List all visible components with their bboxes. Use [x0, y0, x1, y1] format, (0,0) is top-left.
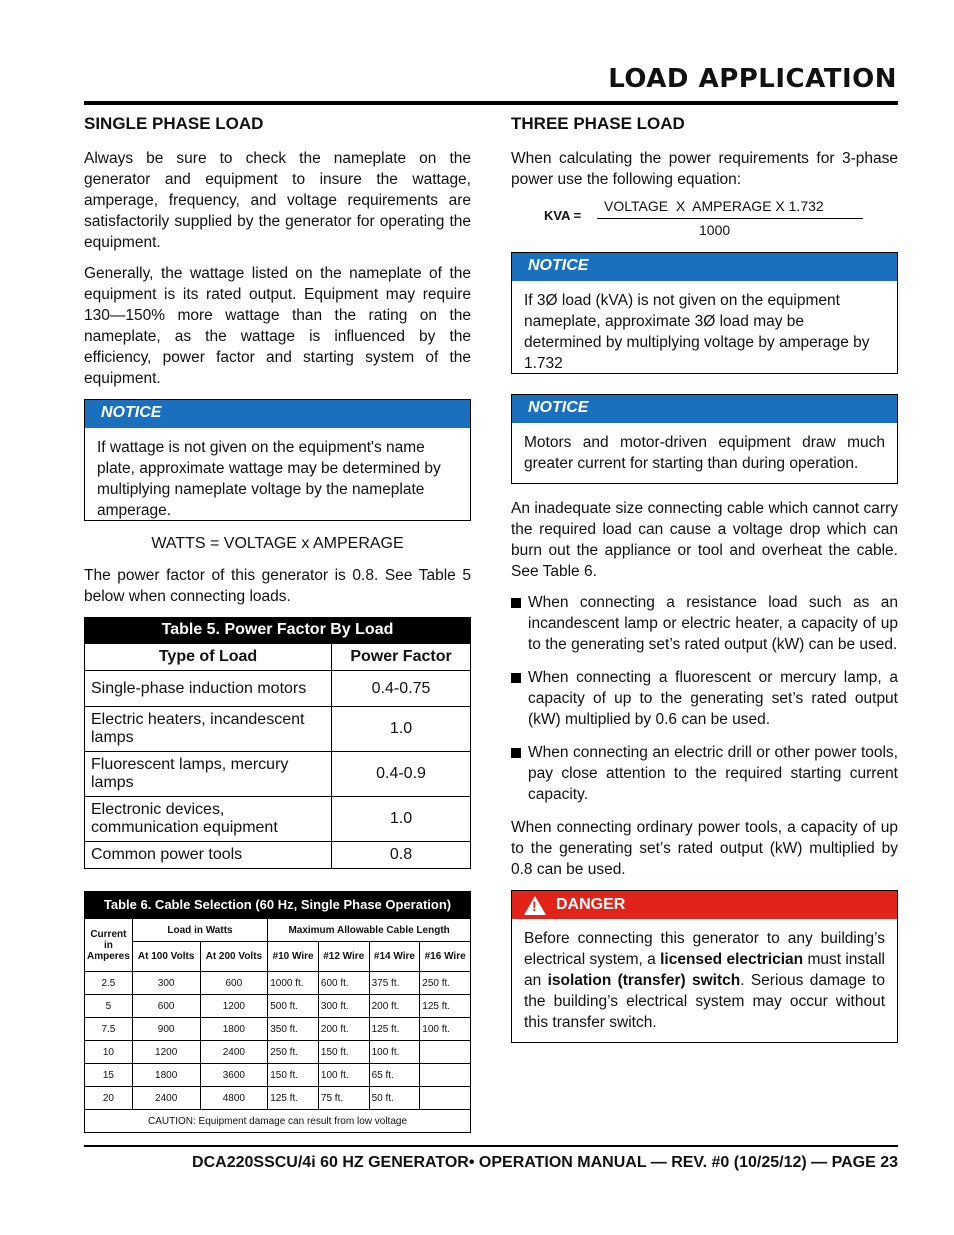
- table6-cell: 250 ft.: [268, 1041, 319, 1064]
- list-item: [511, 667, 898, 730]
- table5-cell: 1.0: [332, 707, 471, 752]
- table-row: [85, 1064, 471, 1087]
- power-tools-para: When connecting ordinary power tools, a capacity of up to the generating set’s rated output (kW) multiplied by 0.8 can be used.: [511, 819, 898, 878]
- page-title: LOAD APPLICATION: [608, 64, 897, 94]
- right-column: [511, 114, 898, 1053]
- table5-header-type: Type of Load: [85, 644, 332, 671]
- page-footer: DCA220SSCU/4i 60 HZ GENERATOR• OPERATION MANUAL — REV. #0 (10/25/12) — PAGE 23: [192, 1154, 898, 1171]
- table6-cell: 2400: [132, 1087, 200, 1110]
- table6-cell: 200 ft.: [369, 995, 420, 1018]
- notice-box-motors: [511, 394, 898, 484]
- table6-header-200v: At 200 Volts: [200, 942, 268, 972]
- table6-cell: 20: [85, 1087, 133, 1110]
- table5-cell: 0.4-0.75: [332, 671, 471, 707]
- kva-label: KVA =: [544, 208, 582, 223]
- three-phase-para-1: When calculating the power requirements for 3-phase power use the following equation:: [511, 150, 898, 188]
- table6-cell: 10: [85, 1041, 133, 1064]
- power-factor-para: The power factor of this generator is 0.8. See Table 5 below when connecting loads.: [84, 567, 471, 605]
- bullet-text: When connecting an electric drill or other power tools, pay close attention to the required starting current capacity.: [528, 744, 898, 803]
- warning-triangle-icon: !: [524, 896, 546, 915]
- notice-label: NOTICE: [512, 395, 897, 423]
- table-row: [85, 1087, 471, 1110]
- notice-label: NOTICE: [512, 253, 897, 281]
- table-row: [85, 842, 471, 869]
- table6-cell: 600 ft.: [318, 972, 369, 995]
- square-bullet-icon: [511, 673, 521, 683]
- square-bullet-icon: [511, 598, 521, 608]
- cable-para: An inadequate size connecting cable which cannot carry the required load can cause a voltage drop which can burn out the appliance or tool and overheat the cable. See Table 6.: [511, 500, 898, 580]
- table6-cell: 1200: [132, 1041, 200, 1064]
- table6-cell: 1800: [200, 1018, 268, 1041]
- bullet-text: When connecting a fluorescent or mercury lamp, a capacity of up to the generating set’s rated output (kW) multiplied by 0.6 can be used.: [528, 669, 898, 728]
- table6-cell: 200 ft.: [318, 1018, 369, 1041]
- bottom-rule: [84, 1145, 898, 1147]
- kva-denominator: 1000: [699, 222, 731, 238]
- table6-cell: 1000 ft.: [268, 972, 319, 995]
- table6-cell: 600: [132, 995, 200, 1018]
- table5-cell: 1.0: [332, 797, 471, 842]
- table6-cell: 100 ft.: [369, 1041, 420, 1064]
- table6-header-max-length: Maximum Allowable Cable Length: [268, 919, 471, 942]
- load-bullets: [511, 592, 898, 805]
- table5-cell: Fluorescent lamps, mercury lamps: [85, 752, 332, 797]
- table-cable-selection: [84, 891, 471, 1133]
- table6-caution: CAUTION: Equipment damage can result from low voltage: [85, 1110, 471, 1133]
- table6-caption: Table 6. Cable Selection (60 Hz, Single Phase Operation): [84, 891, 471, 918]
- danger-bold-switch: isolation (transfer) switch: [547, 972, 741, 989]
- single-phase-heading: SINGLE PHASE LOAD: [84, 114, 264, 133]
- list-item: [511, 592, 898, 655]
- table6-cell: 3600: [200, 1064, 268, 1087]
- notice-text: If wattage is not given on the equipment's name plate, approximate wattage may be determined by multiplying nameplate voltage by the nameplate amperage.: [97, 439, 441, 519]
- table6-header-load: Load in Watts: [132, 919, 267, 942]
- table6-cell: [420, 1087, 471, 1110]
- table6-cell: [420, 1064, 471, 1087]
- fraction-line: [597, 218, 863, 219]
- notice-box-wattage: [84, 399, 471, 521]
- table6-cell: 2400: [200, 1041, 268, 1064]
- left-column: [84, 114, 471, 1133]
- table6-cell: 15: [85, 1064, 133, 1087]
- table6-header-current: Current in Amperes: [85, 919, 133, 972]
- table5-cell: Electronic devices, communication equipment: [85, 797, 332, 842]
- danger-bold-electrician: licensed electrician: [660, 951, 804, 968]
- table6-cell: 125 ft.: [369, 1018, 420, 1041]
- table6-cell: 150 ft.: [268, 1064, 319, 1087]
- table5-header-pf: Power Factor: [332, 644, 471, 671]
- table-row: [85, 995, 471, 1018]
- table6-cell: 50 ft.: [369, 1087, 420, 1110]
- table-power-factor: [84, 617, 471, 869]
- table-row: [85, 752, 471, 797]
- table6-cell: 2.5: [85, 972, 133, 995]
- table6-cell: 5: [85, 995, 133, 1018]
- table6-cell: 7.5: [85, 1018, 133, 1041]
- table6-body: [85, 972, 471, 1110]
- table6-cell: 1200: [200, 995, 268, 1018]
- kva-formula: [511, 200, 898, 244]
- table-row: [85, 797, 471, 842]
- table-row: [85, 671, 471, 707]
- table-row: [85, 1018, 471, 1041]
- danger-label: DANGER: [556, 896, 626, 913]
- table6-cell: 1800: [132, 1064, 200, 1087]
- table6-header-w10: #10 Wire: [268, 942, 319, 972]
- bullet-text: When connecting a resistance load such as an incandescent lamp or electric heater, a capacity of up to the generating set’s rated output (kW) can be used.: [528, 594, 898, 653]
- watts-equation: WATTS = VOLTAGE x AMPERAGE: [151, 535, 404, 552]
- table6-cell: 75 ft.: [318, 1087, 369, 1110]
- table6-cell: 300 ft.: [318, 995, 369, 1018]
- table5-cell: 0.8: [332, 842, 471, 869]
- danger-text-part: must install an: [524, 951, 885, 989]
- table5-cell: Electric heaters, incandescent lamps: [85, 707, 332, 752]
- top-rule: [84, 101, 898, 105]
- table6-cell: 100 ft.: [420, 1018, 471, 1041]
- table6-cell: 500 ft.: [268, 995, 319, 1018]
- table6-header-100v: At 100 Volts: [132, 942, 200, 972]
- table6-cell: 100 ft.: [318, 1064, 369, 1087]
- three-phase-heading: THREE PHASE LOAD: [511, 114, 685, 133]
- single-phase-para-1: Always be sure to check the nameplate on the generator and equipment to insure the wattage, amperage, frequency, and voltage requirements are satisfactorily supplied by the generator for operating the equipment.: [84, 150, 471, 251]
- table5-caption: Table 5. Power Factor By Load: [84, 617, 471, 643]
- table5-cell: Common power tools: [85, 842, 332, 869]
- table6-cell: 125 ft.: [268, 1087, 319, 1110]
- table6-cell: 300: [132, 972, 200, 995]
- danger-header: [512, 891, 897, 919]
- table-row: [85, 972, 471, 995]
- notice-text: Motors and motor-driven equipment draw much greater current for starting than during operation.: [524, 434, 885, 472]
- table6-cell: 350 ft.: [268, 1018, 319, 1041]
- table6-cell: 125 ft.: [420, 995, 471, 1018]
- table5-cell: 0.4-0.9: [332, 752, 471, 797]
- table6-cell: 250 ft.: [420, 972, 471, 995]
- table6-header-w16: #16 Wire: [420, 942, 471, 972]
- table6-header-w14: #14 Wire: [369, 942, 420, 972]
- kva-numerator: VOLTAGE X AMPERAGE X 1.732: [604, 198, 824, 214]
- table6-cell: 150 ft.: [318, 1041, 369, 1064]
- notice-label: NOTICE: [85, 400, 470, 428]
- table-row: [85, 1041, 471, 1064]
- table6-cell: 4800: [200, 1087, 268, 1110]
- notice-box-3phase: [511, 252, 898, 374]
- square-bullet-icon: [511, 748, 521, 758]
- danger-text: [512, 919, 897, 1042]
- table6-cell: 600: [200, 972, 268, 995]
- single-phase-para-2: Generally, the wattage listed on the nameplate of the equipment is its rated output. Equipment may require 130—150% more wattage than the rating on the nameplate, as the wattage is influenced by the efficiency, power factor and starting system of the equipment.: [84, 265, 471, 387]
- table6-cell: [420, 1041, 471, 1064]
- danger-text-part: . Serious damage to the building’s electrical system may occur without this transfer switch.: [524, 972, 885, 1031]
- list-item: [511, 742, 898, 805]
- danger-box: [511, 890, 898, 1043]
- table6-header-w12: #12 Wire: [318, 942, 369, 972]
- danger-text-part: Before connecting this generator to any building’s electrical system, a: [524, 930, 885, 968]
- notice-text: If 3Ø load (kVA) is not given on the equipment nameplate, approximate 3Ø load may be determined by multiplying voltage by amperage by 1.732: [524, 292, 870, 372]
- table-row: [85, 707, 471, 752]
- table6-cell: 375 ft.: [369, 972, 420, 995]
- table5-cell: Single-phase induction motors: [85, 671, 332, 707]
- table6-cell: 65 ft.: [369, 1064, 420, 1087]
- table6-cell: 900: [132, 1018, 200, 1041]
